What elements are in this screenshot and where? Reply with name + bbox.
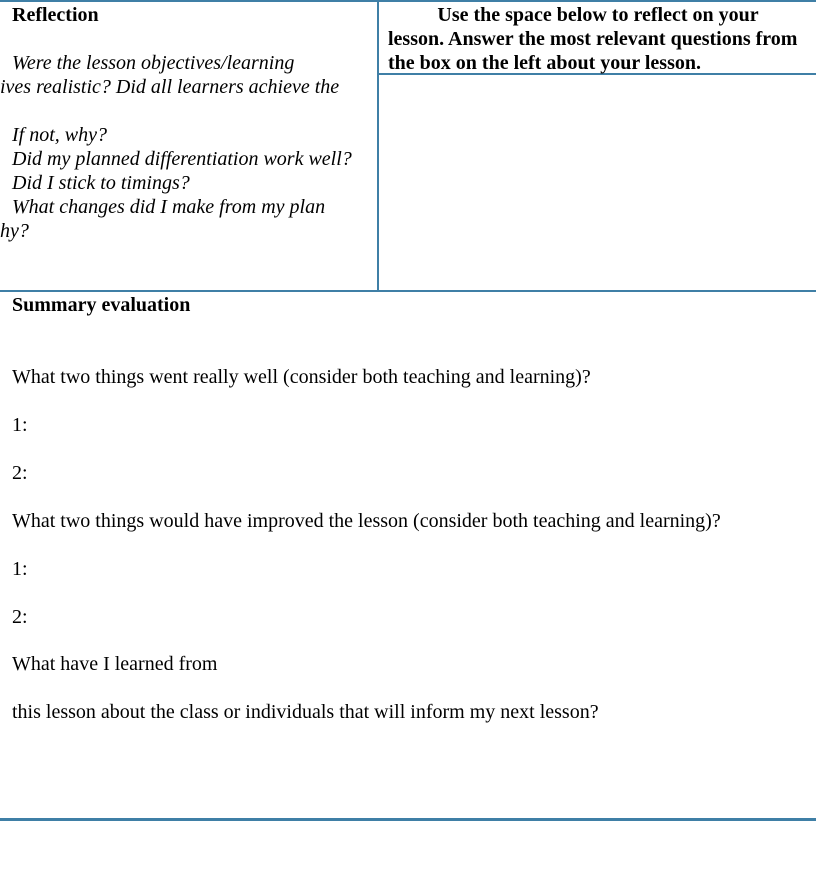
top-border	[0, 0, 816, 2]
reflection-question-3: If not, why?	[12, 124, 107, 146]
went-well-question: What two things went really well (consider both teaching and learning)?	[12, 366, 591, 388]
summary-heading: Summary evaluation	[12, 294, 191, 316]
reflection-question-4: Did my planned differentiation work well?	[12, 148, 352, 170]
reflection-heading: Reflection	[12, 4, 99, 26]
went-well-item-2: 2:	[12, 462, 28, 484]
reflection-question-6: What changes did I make from my plan	[12, 196, 326, 218]
reflection-question-2: ives realistic? Did all learners achieve the	[0, 76, 340, 98]
instruction-line-1: Use the space below to reflect on your	[437, 4, 759, 26]
learned-question-line-1: What have I learned from	[12, 653, 218, 675]
reflection-row-bottom-border	[0, 290, 816, 292]
improve-item-1: 1:	[12, 558, 28, 580]
instruction-line-3: the box on the left about your lesson.	[388, 52, 701, 74]
reflection-question-1: Were the lesson objectives/learning	[12, 52, 295, 74]
reflection-question-5: Did I stick to timings?	[12, 172, 190, 194]
reflection-answer-area[interactable]	[379, 75, 816, 290]
instruction-line-2: lesson. Answer the most relevant questions from	[388, 28, 798, 50]
learned-question-line-2: this lesson about the class or individuals that will inform my next lesson?	[12, 701, 599, 723]
summary-bottom-border	[0, 818, 816, 821]
improve-question: What two things would have improved the lesson (consider both teaching and learning)?	[12, 510, 721, 532]
reflection-question-7: hy?	[0, 220, 29, 242]
went-well-item-1: 1:	[12, 414, 28, 436]
improve-item-2: 2:	[12, 606, 28, 628]
